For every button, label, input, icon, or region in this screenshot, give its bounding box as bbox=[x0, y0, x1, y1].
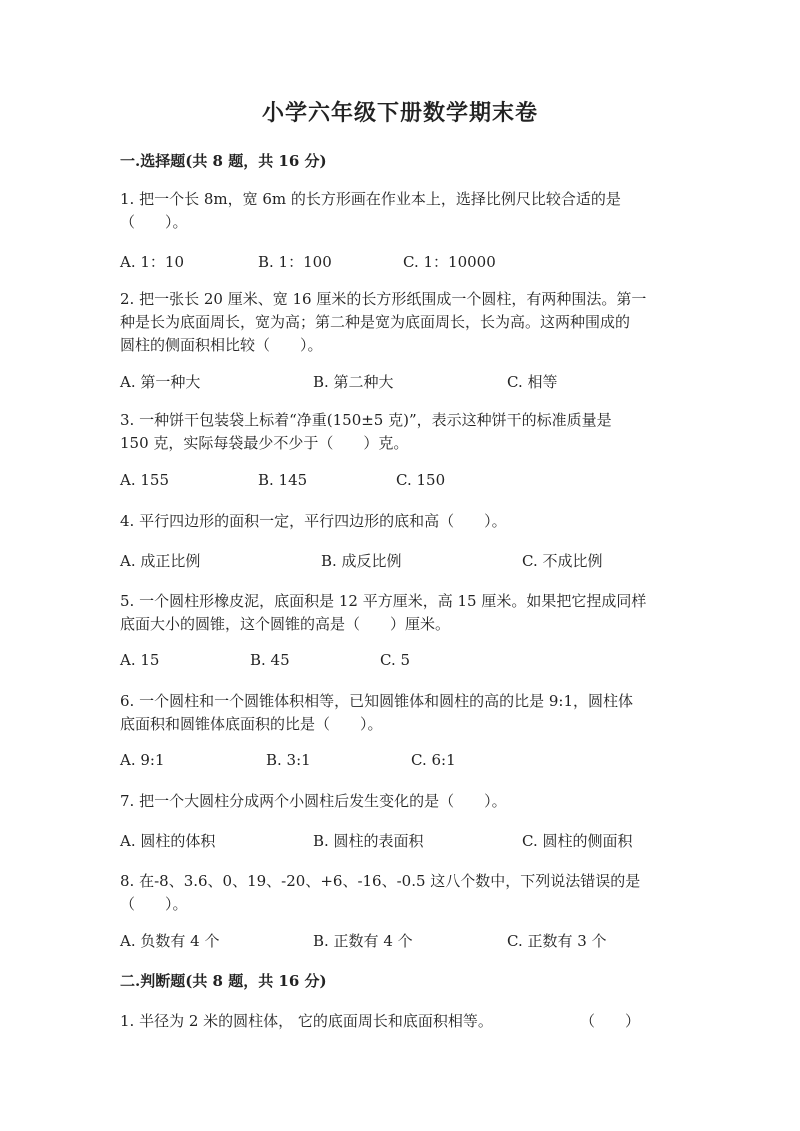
question-8-option-a: A. 负数有 4 个 bbox=[120, 932, 220, 950]
question-7-option-a: A. 圆柱的体积 bbox=[120, 832, 216, 850]
question-2-option-b: B. 第二种大 bbox=[313, 373, 394, 391]
question-1-option-b: B. 1：100 bbox=[258, 253, 332, 271]
question-2-option-c: C. 相等 bbox=[507, 373, 558, 391]
question-7-line-1: 7. 把一个大圆柱分成两个小圆柱后发生变化的是（ ）。 bbox=[120, 792, 507, 810]
question-7-option-b: B. 圆柱的表面积 bbox=[313, 832, 424, 850]
question-5-line-1: 5. 一个圆柱形橡皮泥，底面积是 12 平方厘米，高 15 厘米。如果把它捏成同样 bbox=[120, 592, 647, 610]
question-1-line-1: 1. 把一个长 8m，宽 6m 的长方形画在作业本上，选择比例尺比较合适的是 bbox=[120, 190, 621, 208]
question-6-option-b: B. 3:1 bbox=[266, 751, 311, 769]
question-3-option-c: C. 150 bbox=[396, 471, 446, 489]
question-8-line-1: 8. 在-8、3.6、0、19、-20、+6、-16、-0.5 这八个数中，下列说法错误的是 bbox=[120, 872, 641, 890]
question-5-option-a: A. 15 bbox=[120, 651, 160, 669]
section-heading-choice: 一.选择题(共 8 题，共 16 分) bbox=[120, 152, 327, 170]
question-1-option-c: C. 1：10000 bbox=[403, 253, 496, 271]
judgment-question-1: 1. 半径为 2 米的圆柱体， 它的底面周长和底面积相等。 bbox=[120, 1012, 493, 1030]
question-6-line-1: 6. 一个圆柱和一个圆锥体积相等，已知圆锥体和圆柱的高的比是 9:1，圆柱体 bbox=[120, 692, 633, 710]
question-5-line-2: 底面大小的圆锥，这个圆锥的高是（ ）厘米。 bbox=[120, 615, 451, 633]
question-1-option-a: A. 1：10 bbox=[120, 253, 184, 271]
judgment-question-1-blank: （ ） bbox=[580, 1012, 641, 1030]
question-5-option-c: C. 5 bbox=[380, 651, 411, 669]
question-3-line-1: 3. 一种饼干包装袋上标着“净重(150±5 克)”，表示这种饼干的标准质量是 bbox=[120, 411, 612, 429]
question-1-line-2: （ ）。 bbox=[120, 213, 188, 231]
exam-title: 小学六年级下册数学期末卷 bbox=[261, 100, 538, 126]
question-6-option-c: C. 6:1 bbox=[411, 751, 456, 769]
question-8-option-c: C. 正数有 3 个 bbox=[507, 932, 607, 950]
question-3-option-a: A. 155 bbox=[120, 471, 169, 489]
question-7-option-c: C. 圆柱的侧面积 bbox=[522, 832, 633, 850]
question-2-line-1: 2. 把一张长 20 厘米、宽 16 厘米的长方形纸围成一个圆柱，有两种围法。第一 bbox=[120, 290, 647, 308]
question-2-line-2: 种是长为底面周长，宽为高；第二种是宽为底面周长，长为高。这两种围成的 bbox=[120, 313, 631, 331]
question-4-line-1: 4. 平行四边形的面积一定，平行四边形的底和高（ ）。 bbox=[120, 512, 507, 530]
question-4-option-c: C. 不成比例 bbox=[522, 552, 603, 570]
section-heading-judgment: 二.判断题(共 8 题，共 16 分) bbox=[120, 972, 327, 990]
question-3-line-2: 150 克，实际每袋最少不少于（ ）克。 bbox=[120, 434, 409, 452]
question-6-line-2: 底面积和圆锥体底面积的比是（ ）。 bbox=[120, 715, 383, 733]
question-8-line-2: （ ）。 bbox=[120, 895, 188, 913]
question-5-option-b: B. 45 bbox=[250, 651, 290, 669]
question-4-option-b: B. 成反比例 bbox=[321, 552, 402, 570]
question-2-option-a: A. 第一种大 bbox=[120, 373, 201, 391]
question-4-option-a: A. 成正比例 bbox=[120, 552, 201, 570]
question-8-option-b: B. 正数有 4 个 bbox=[313, 932, 413, 950]
question-3-option-b: B. 145 bbox=[258, 471, 308, 489]
question-2-line-3: 圆柱的侧面积相比较（ ）。 bbox=[120, 336, 323, 354]
question-6-option-a: A. 9:1 bbox=[120, 751, 165, 769]
